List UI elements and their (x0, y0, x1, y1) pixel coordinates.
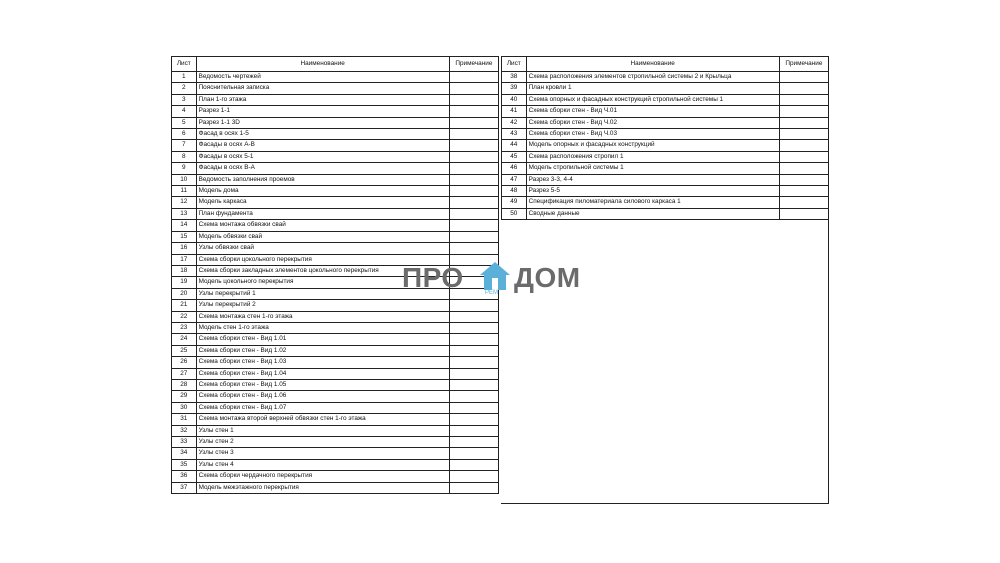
sheet-number: 9 (172, 163, 197, 174)
table-row (172, 220, 499, 231)
sheet-number: 2 (172, 83, 197, 94)
drawing-name: Модель стропильной системы 1 (526, 163, 779, 174)
sheet-number: 1 (172, 72, 197, 83)
table-row (502, 117, 829, 128)
sheet-number: 39 (502, 83, 527, 94)
table-row (172, 94, 499, 105)
drawing-name: Модель опорных и фасадных конструкций (526, 140, 779, 151)
drawing-note (449, 482, 498, 493)
sheet-number: 38 (502, 72, 527, 83)
sheet-number: 49 (502, 197, 527, 208)
drawing-note (449, 197, 498, 208)
drawing-note (449, 83, 498, 94)
table-row (502, 129, 829, 140)
drawing-name: Фасады в осях 5-1 (196, 151, 449, 162)
sheet-number: 29 (172, 391, 197, 402)
table-row (172, 357, 499, 368)
sheet-number: 42 (502, 117, 527, 128)
drawing-note (779, 151, 828, 162)
table-row (172, 471, 499, 482)
sheet-number: 26 (172, 357, 197, 368)
drawing-name: Ведомость чертежей (196, 72, 449, 83)
drawing-note (449, 391, 498, 402)
drawing-name: Схема сборки стен - Вид 1.02 (196, 345, 449, 356)
drawing-name: Схема сборки стен - Вид 1.06 (196, 391, 449, 402)
drawing-note (779, 94, 828, 105)
header-name: Наименование (196, 57, 449, 72)
table-row (172, 106, 499, 117)
watermark-text-left: ПРО (402, 262, 464, 293)
table-row (172, 129, 499, 140)
table-row (172, 186, 499, 197)
drawing-note (779, 186, 828, 197)
table-row (172, 231, 499, 242)
table-row (172, 379, 499, 390)
drawing-note (779, 208, 828, 219)
sheet-number: 33 (172, 437, 197, 448)
sheet-number: 17 (172, 254, 197, 265)
drawing-note (449, 151, 498, 162)
sheet-number: 12 (172, 197, 197, 208)
drawing-note (779, 83, 828, 94)
table-row (172, 83, 499, 94)
header-name: Наименование (526, 57, 779, 72)
drawing-name: План фундамента (196, 208, 449, 219)
sheet-number: 8 (172, 151, 197, 162)
drawing-name: Схема сборки стен - Вид Ч.02 (526, 117, 779, 128)
drawing-name: Схема монтажа второй верхней обвязки стен 1-го этажа (196, 414, 449, 425)
drawing-note (449, 300, 498, 311)
watermark-logo (402, 258, 602, 298)
sheet-number: 50 (502, 208, 527, 219)
sheet-number: 15 (172, 231, 197, 242)
drawing-note (449, 208, 498, 219)
drawing-note (779, 129, 828, 140)
table-row (502, 208, 829, 219)
drawing-note (449, 186, 498, 197)
sheet-number: 16 (172, 243, 197, 254)
sheet-number: 44 (502, 140, 527, 151)
sheet-number: 45 (502, 151, 527, 162)
drawing-note (449, 174, 498, 185)
drawing-name: Схема сборки закладных элементов цокольного перекрытия (196, 265, 449, 276)
table-row (172, 322, 499, 333)
drawing-note (449, 311, 498, 322)
sheet-number: 20 (172, 288, 197, 299)
drawing-name: Схема сборки чердачного перекрытия (196, 471, 449, 482)
sheet-number: 19 (172, 277, 197, 288)
table-row (502, 140, 829, 151)
sheet-number: 43 (502, 129, 527, 140)
drawing-name: Модель цокольного перекрытия (196, 277, 449, 288)
drawing-name: Разрез 1-1 (196, 106, 449, 117)
drawing-name: Модель межэтажного перекрытия (196, 482, 449, 493)
table-row (172, 425, 499, 436)
table-row (502, 186, 829, 197)
drawing-name: Схема расположения элементов стропильной системы 2 и Крыльца (526, 72, 779, 83)
sheet-number: 10 (172, 174, 197, 185)
sheet-number: 14 (172, 220, 197, 231)
drawing-note (449, 334, 498, 345)
sheet-number: 3 (172, 94, 197, 105)
drawing-note (449, 243, 498, 254)
table-row (172, 208, 499, 219)
sheet-number: 5 (172, 117, 197, 128)
drawing-note (779, 163, 828, 174)
drawing-name: Фасады в осях В-А (196, 163, 449, 174)
house-icon (478, 260, 512, 292)
drawing-note (449, 459, 498, 470)
drawing-name: Схема сборки стен - Вид 1.03 (196, 357, 449, 368)
sheet-number: 4 (172, 106, 197, 117)
drawing-name: Схема сборки стен - Вид 1.04 (196, 368, 449, 379)
sheet-number: 31 (172, 414, 197, 425)
table-row (172, 345, 499, 356)
drawing-name: Схема расположения стропил 1 (526, 151, 779, 162)
sheet-number: 13 (172, 208, 197, 219)
drawing-name: Пояснительная записка (196, 83, 449, 94)
drawing-name: Узлы стен 1 (196, 425, 449, 436)
drawing-note (449, 357, 498, 368)
table-row (172, 243, 499, 254)
drawing-name: Фасад в осях 1-5 (196, 129, 449, 140)
table-row (172, 402, 499, 413)
drawing-name: Модель стен 1-го этажа (196, 322, 449, 333)
drawing-note (779, 106, 828, 117)
drawing-name: Модель дома (196, 186, 449, 197)
drawing-note (779, 140, 828, 151)
table-row (502, 163, 829, 174)
drawing-note (449, 106, 498, 117)
table-row (172, 459, 499, 470)
drawing-name: Схема сборки стен - Вид Ч.01 (526, 106, 779, 117)
table-row (502, 106, 829, 117)
drawing-name: Узлы обвязки свай (196, 243, 449, 254)
sheet-number: 7 (172, 140, 197, 151)
drawing-note (779, 117, 828, 128)
drawing-note (779, 197, 828, 208)
drawing-name: Схема опорных и фасадных конструкций стропильной системы 1 (526, 94, 779, 105)
sheet-number: 22 (172, 311, 197, 322)
table-row (172, 391, 499, 402)
drawing-name: Спецификация пиломатериала силового каркаса 1 (526, 197, 779, 208)
drawing-note (449, 425, 498, 436)
drawing-name: Узлы перекрытий 1 (196, 288, 449, 299)
watermark-subtext: РЕМ (485, 290, 499, 296)
sheet-number: 30 (172, 402, 197, 413)
drawing-name: Схема монтажа стен 1-го этажа (196, 311, 449, 322)
drawing-name: Модель обвязки свай (196, 231, 449, 242)
drawing-name: Разрез 5-5 (526, 186, 779, 197)
drawing-note (449, 163, 498, 174)
table-row (502, 72, 829, 83)
drawing-note (449, 231, 498, 242)
drawing-note (449, 345, 498, 356)
drawing-note (779, 174, 828, 185)
table-row (172, 163, 499, 174)
sheet-number: 37 (172, 482, 197, 493)
drawing-note (449, 94, 498, 105)
sheet-number: 40 (502, 94, 527, 105)
drawing-name: Ведомость заполнения проемов (196, 174, 449, 185)
drawing-name: Схема сборки цокольного перекрытия (196, 254, 449, 265)
drawing-note (449, 368, 498, 379)
sheet-number: 27 (172, 368, 197, 379)
sheet-number: 36 (172, 471, 197, 482)
drawing-note (449, 437, 498, 448)
sheet-number: 23 (172, 322, 197, 333)
drawing-name: План кровли 1 (526, 83, 779, 94)
table-row (172, 482, 499, 493)
table-row (172, 140, 499, 151)
drawing-note (449, 402, 498, 413)
sheet-number: 21 (172, 300, 197, 311)
drawing-note (449, 471, 498, 482)
drawing-note (449, 322, 498, 333)
table-row (172, 151, 499, 162)
drawing-name: Узлы стен 4 (196, 459, 449, 470)
drawing-note (449, 117, 498, 128)
drawing-note (449, 220, 498, 231)
drawing-note (449, 72, 498, 83)
table-row (172, 334, 499, 345)
drawing-name: Фасады в осях А-В (196, 140, 449, 151)
table-row (172, 174, 499, 185)
drawing-note (779, 72, 828, 83)
table-header-row (172, 57, 499, 72)
drawing-name: Схема сборки стен - Вид 1.05 (196, 379, 449, 390)
sheet-number: 47 (502, 174, 527, 185)
drawing-name: Схема монтажа обвязки свай (196, 220, 449, 231)
watermark-text-right: ДОМ (514, 262, 581, 293)
drawing-name: Сводные данные (526, 208, 779, 219)
header-note: Примечание (779, 57, 828, 72)
header-sheet: Лист (502, 57, 527, 72)
drawing-name: Схема сборки стен - Вид 1.07 (196, 402, 449, 413)
sheet-number: 28 (172, 379, 197, 390)
sheet-number: 34 (172, 448, 197, 459)
table-row (502, 94, 829, 105)
drawing-name: Разрез 1-1 3D (196, 117, 449, 128)
table-row (172, 197, 499, 208)
drawing-name: План 1-го этажа (196, 94, 449, 105)
sheet-number: 24 (172, 334, 197, 345)
drawing-note (449, 379, 498, 390)
drawing-note (449, 140, 498, 151)
sheet-number: 46 (502, 163, 527, 174)
sheet-number: 48 (502, 186, 527, 197)
table-row (502, 151, 829, 162)
table-row (172, 72, 499, 83)
drawings-table-right (501, 56, 829, 220)
sheet-number: 6 (172, 129, 197, 140)
sheet-number: 18 (172, 265, 197, 276)
drawing-note (449, 414, 498, 425)
drawing-note (449, 448, 498, 459)
sheet-number: 41 (502, 106, 527, 117)
table-row (172, 368, 499, 379)
table-row (172, 414, 499, 425)
table-row (502, 197, 829, 208)
drawing-name: Узлы стен 2 (196, 437, 449, 448)
drawing-name: Разрез 3-3, 4-4 (526, 174, 779, 185)
drawing-name: Узлы перекрытий 2 (196, 300, 449, 311)
header-note: Примечание (449, 57, 498, 72)
table-header-row (502, 57, 829, 72)
header-sheet: Лист (172, 57, 197, 72)
sheet-number: 11 (172, 186, 197, 197)
table-row (172, 117, 499, 128)
sheet-number: 25 (172, 345, 197, 356)
drawing-note (449, 129, 498, 140)
table-row (172, 300, 499, 311)
drawing-name: Узлы стен 3 (196, 448, 449, 459)
table-row (502, 83, 829, 94)
table-row (172, 437, 499, 448)
table-row (172, 448, 499, 459)
drawing-name: Схема сборки стен - Вид Ч.03 (526, 129, 779, 140)
table-row (172, 311, 499, 322)
sheet-number: 32 (172, 425, 197, 436)
sheet-number: 35 (172, 459, 197, 470)
drawing-name: Схема сборки стен - Вид 1.01 (196, 334, 449, 345)
table-row (502, 174, 829, 185)
drawing-name: Модель каркаса (196, 197, 449, 208)
